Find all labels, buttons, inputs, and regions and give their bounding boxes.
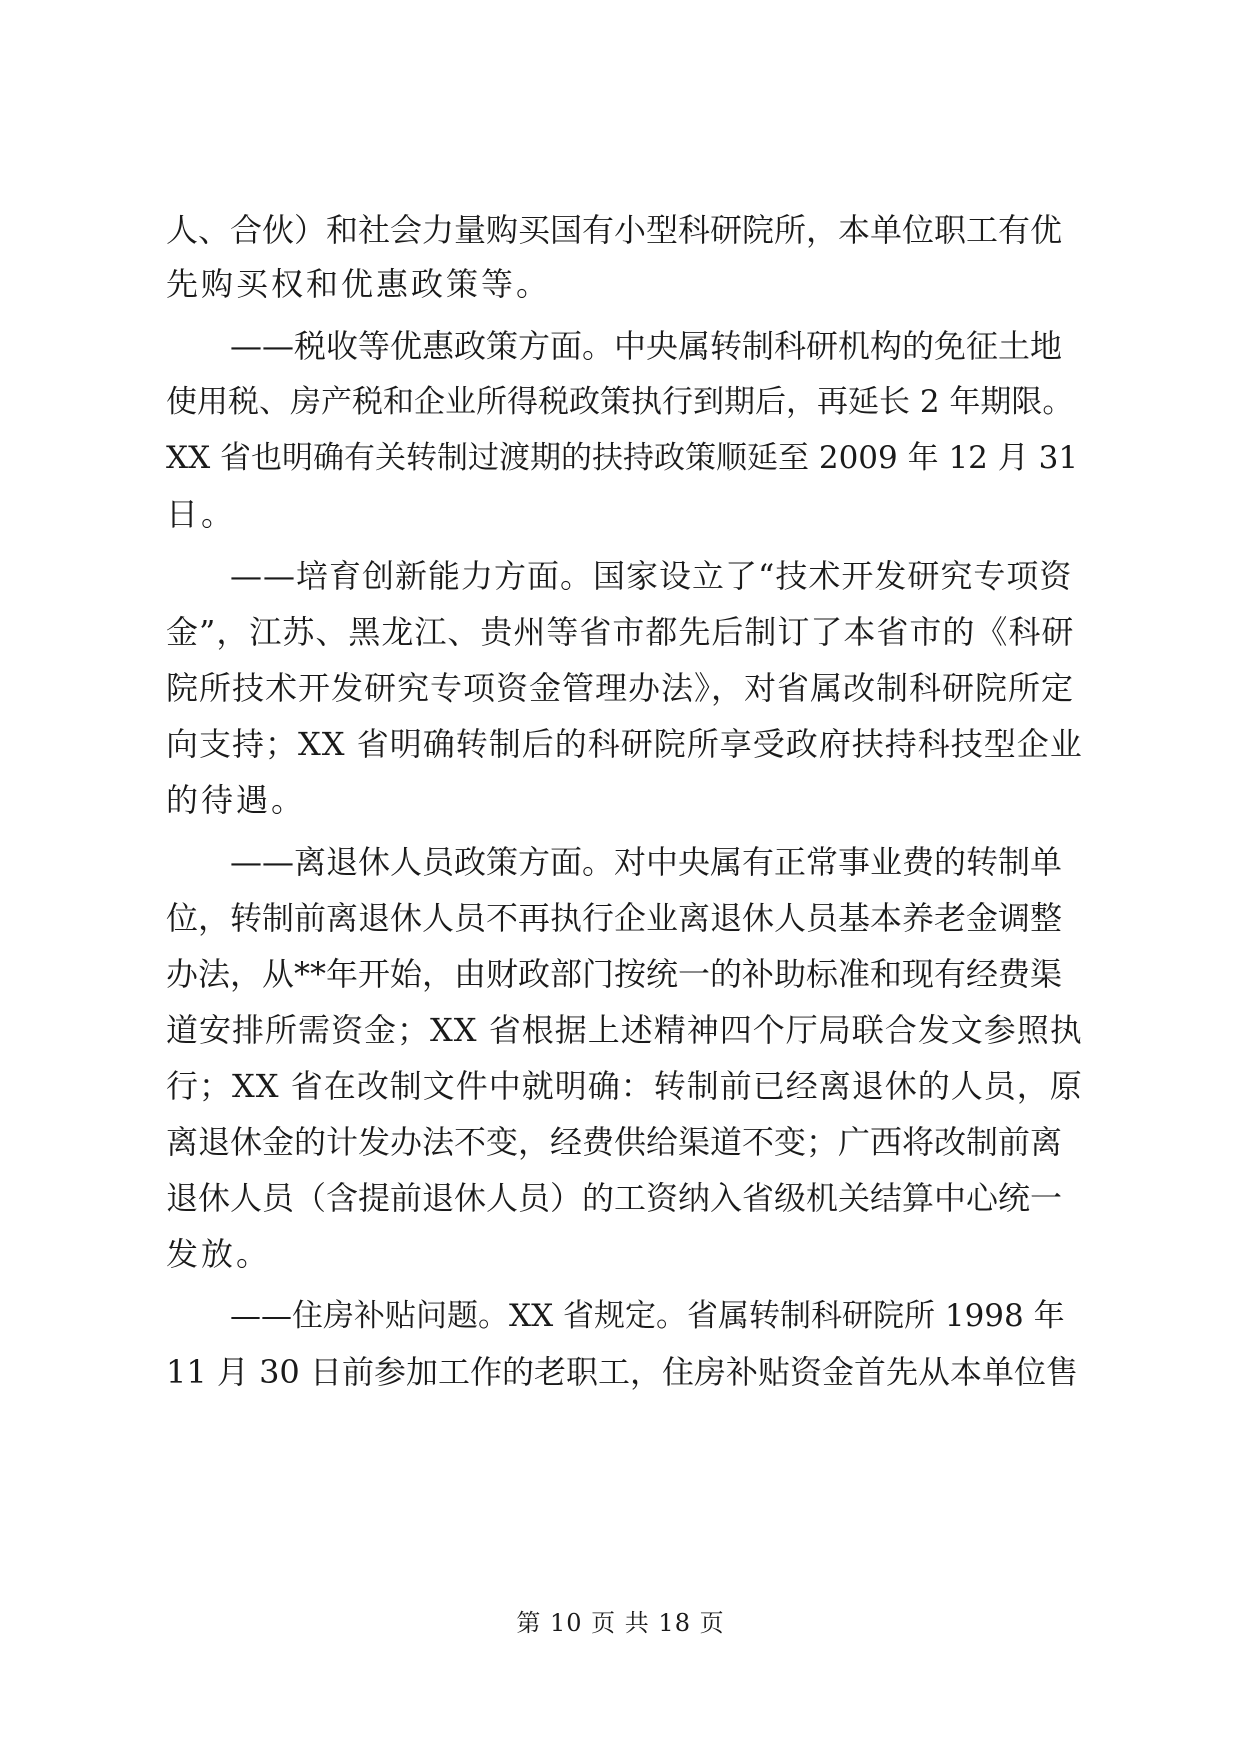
text-line: 道安排所需资金；XX 省根据上述精神四个厅局联合发文参照执 [166, 1011, 1083, 1049]
text-line: 向支持；XX 省明确转制后的科研院所享受政府扶持科技型企业 [166, 725, 1083, 763]
text-line: ——住房补贴问题。XX 省规定。省属转制科研院所 1998 年 [230, 1298, 1065, 1334]
text-line: 的待遇。 [166, 781, 307, 819]
text-line: 人、合伙）和社会力量购买国有小型科研院所，本单位职工有优 [166, 211, 1063, 249]
text-line: 行；XX 省在改制文件中就明确：转制前已经离退休的人员，原 [166, 1067, 1083, 1105]
text-line: XX 省也明确有关转制过渡期的扶持政策顺延至 2009 年 12 月 31 [166, 440, 1079, 476]
text-line: 使用税、房产税和企业所得税政策执行到期后，再延长 2 年期限。 [166, 384, 1074, 420]
text-line: 发放。 [166, 1235, 272, 1273]
text-line: 办法，从**年开始，由财政部门按统一的补助标准和现有经费渠 [166, 955, 1063, 993]
text-line: ——税收等优惠政策方面。中央属转制科研机构的免征土地 [230, 327, 1063, 365]
text-line: 11 月 30 日前参加工作的老职工，住房补贴资金首先从本单位售 [166, 1353, 1078, 1391]
text-line: 退休人员（含提前退休人员）的工资纳入省级机关结算中心统一 [166, 1179, 1063, 1217]
text-line: ——离退休人员政策方面。对中央属有正常事业费的转制单 [230, 843, 1063, 881]
text-line: 日。 [166, 495, 237, 533]
text-line: ——培育创新能力方面。国家设立了“技术开发研究专项资 [230, 557, 1073, 595]
text-line: 位，转制前离退休人员不再执行企业离退休人员基本养老金调整 [166, 899, 1063, 937]
text-line: 金”，江苏、黑龙江、贵州等省市都先后制订了本省市的《科研 [166, 613, 1075, 651]
text-line: 先购买权和优惠政策等。 [166, 265, 552, 303]
text-line: 院所技术开发研究专项资金管理办法》，对省属改制科研院所定 [166, 669, 1075, 707]
text-line: 离退休金的计发办法不变，经费供给渠道不变；广西将改制前离 [166, 1123, 1063, 1161]
page-footer: 第 10 页 共 18 页 [516, 1609, 725, 1637]
